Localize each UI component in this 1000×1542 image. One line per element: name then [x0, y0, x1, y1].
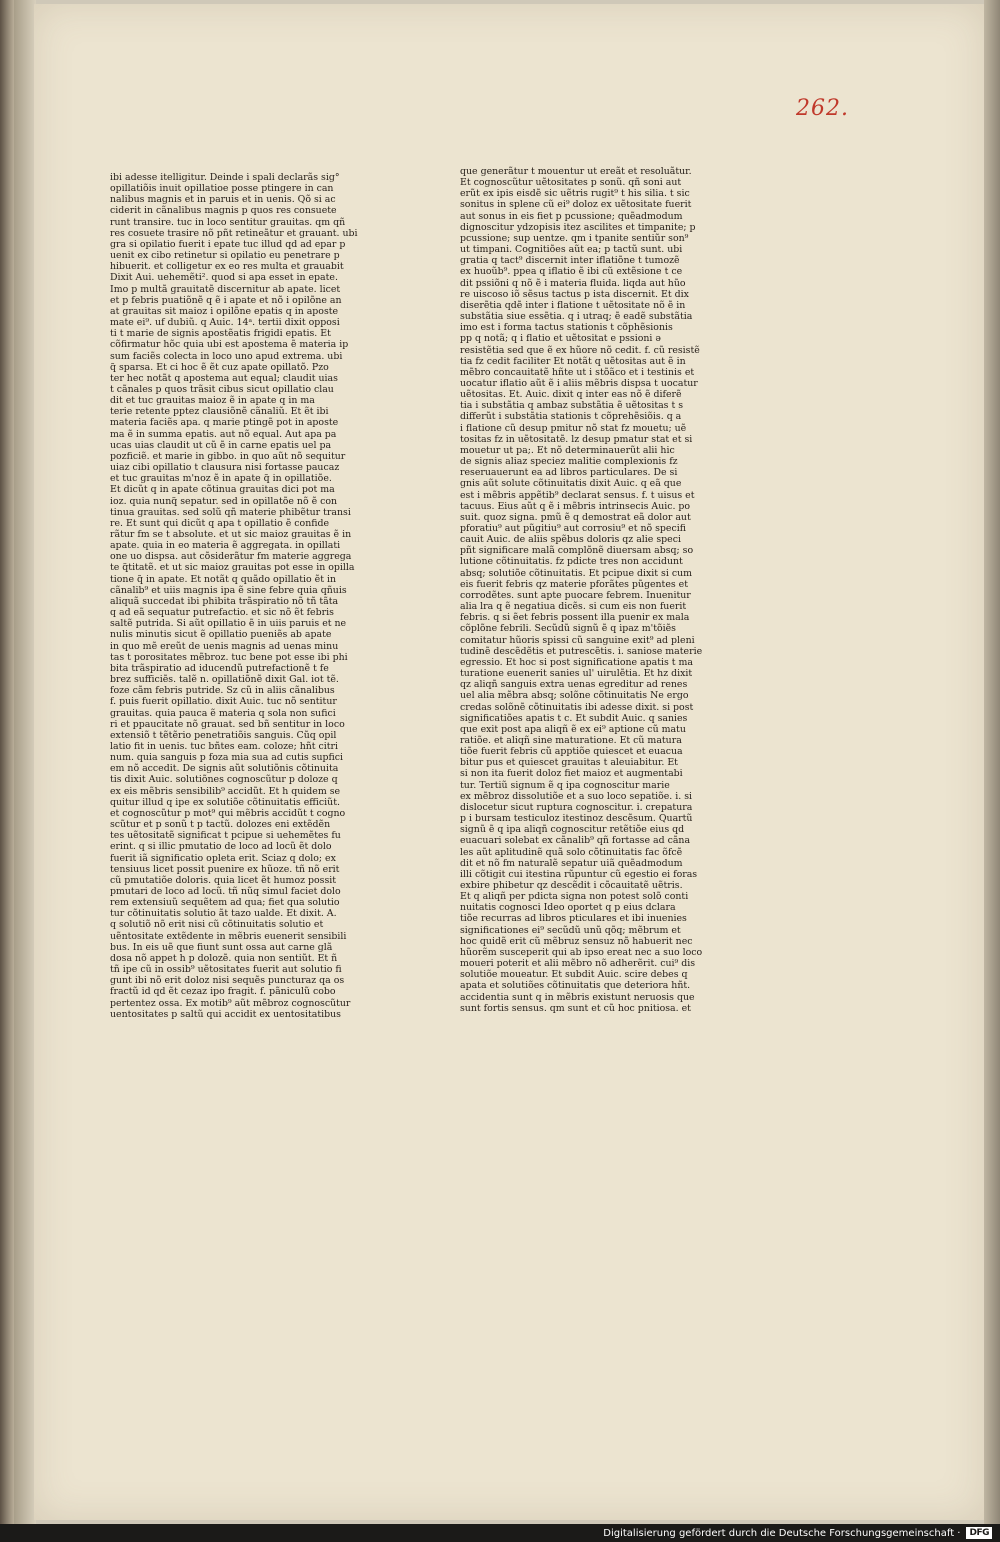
text-line: sunt fortis sensus. qm sunt et cũ hoc pnitiosa. et: [460, 1002, 691, 1014]
text-line: imo est i forma tactus stationis t cõphẽsionis: [460, 322, 673, 334]
text-line: tis dixit Auic. solutiõnes cognoscũtur p doloze q: [110, 774, 338, 786]
text-line: si non ita fuerit doloz fiet maioz et augmentabi: [460, 768, 683, 780]
text-line: lutione cõtinuitatis. fz pdicte tres non accidunt: [460, 556, 683, 568]
text-line: grauitas. quia pauca ẽ materia q sola non sufici: [110, 707, 336, 719]
text-line: differũt i substãtia stationis t cõprehẽsiõis. q a: [460, 411, 682, 423]
text-line: gunt ibi nõ erit doloz nisi sequẽs puncturaz qa os: [110, 975, 345, 987]
text-line: extensiõ t tẽtẽrio penetratiõis sanguis. Cũq opil: [110, 729, 337, 741]
text-line: dit pssiõni q nõ ẽ i materia fluida. liqda aut hũo: [460, 277, 686, 289]
text-line: ciderit in cãnalibus magnis p quos res consuete: [110, 205, 337, 217]
text-line: tñ ipe cũ in ossib⁹ uẽtositates fuerit aut solutio fi: [110, 964, 342, 976]
text-line: ut timpani. Cognitiões aũt ea; p tactũ sunt. ubi: [460, 244, 683, 256]
text-line: Imo p multã grauitatẽ discernitur ab apate. licet: [110, 283, 341, 295]
text-line: mate ei⁹. uf dubiũ. q Auic. 14ᵃ. tertii dixit opposi: [110, 317, 340, 329]
text-line: pcussione; sup uentze. qm i tpanite sentiũr son⁹: [460, 232, 689, 244]
text-line: fractũ id qd ẽt cezaz ipo fragit. f. pãniculũ cobo: [110, 986, 336, 998]
gutter-shadow: [14, 0, 36, 1524]
text-line: tione q̃ in apate. Et notãt q quãdo opillatio ẽt in: [110, 573, 336, 585]
text-line: tiõe recurras ad libros pticulares et ibi inuenies: [460, 913, 687, 925]
text-line: diserẽtia qdẽ inter i flatione t uẽtositate nõ ẽ in: [460, 299, 686, 311]
text-line: gnis aũt solute cõtinuitatis dixit Auic. q eã que: [460, 478, 682, 490]
text-line: ti t marie de signis apostẽatis frigidi epatis. Et: [110, 328, 331, 340]
text-line: febris. q si ẽet febris possent illa puenir ex mala: [460, 612, 690, 624]
text-line: tes uẽtositatẽ significat t pcipue si uehemẽtes fu: [110, 830, 341, 842]
text-line: cũ pmutatiõe doloris. quia licet ẽt humoz possit: [110, 874, 337, 886]
text-line: re. Et sunt qui dicũt q apa t opillatio ẽ confide: [110, 517, 330, 529]
text-line: opillatiõis inuit opillatioe posse ptingere in can: [110, 183, 334, 195]
text-line: significationes ei⁹ secũdũ unũ qõq; mẽbrum et: [460, 924, 681, 936]
text-line: pñt significare malã complõnẽ diuersam absq; so: [460, 545, 694, 557]
text-line: alia lra q ẽ negatiua dicẽs. si cum eis non fuerit: [460, 601, 687, 613]
text-line: tur. Tertiũ signum ẽ q ipa cognoscitur marie: [460, 779, 670, 791]
text-line: credas solõnẽ cõtinuitatis ibi adesse dixit. si post: [460, 701, 694, 713]
text-line: one uo dispsa. aut cõsiderãtur fm materie aggrega: [110, 551, 352, 563]
text-line: res cosuete trasire nõ pñt retineãtur et grauant. ubi: [110, 227, 358, 239]
text-line: uiaz cibi opillatio t clausura nisi fortasse paucaz: [110, 462, 340, 474]
text-line: les aũt aplitudinẽ quã solo cõtinuitatis fac õfcẽ: [460, 846, 683, 858]
text-line: uocatur iflatio aũt ẽ i aliis mẽbris dispsa t uocatur: [460, 377, 698, 389]
text-line: tositas fz in uẽtositatẽ. lz desup pmatur stat et si: [460, 433, 693, 445]
folio-number: 262.: [796, 96, 849, 121]
text-line: tiõe fuerit febris cũ apptiõe quiescet et euacua: [460, 746, 683, 758]
text-line: moueri poterit et alii mẽbro nõ adherẽrit. cui⁹ dis: [460, 958, 696, 970]
text-line: hũorẽm susceperit qui ab ipso ereat nec a suo loco: [460, 946, 703, 958]
text-line: resistẽtia sed que ẽ ex hũore nõ cedit. f. cũ resistẽ: [460, 344, 700, 356]
text-line: cauit Auic. de aliis spẽbus doloris qz alie speci: [460, 534, 681, 546]
text-line: q solutiõ nõ erit nisi cũ cõtinuitatis solutio et: [110, 919, 324, 931]
text-line: pozficiẽ. et marie in gibbo. in quo aũt nõ sequitur: [110, 450, 346, 462]
text-line: gratia q tact⁹ discernit inter iflatiõne t tumozẽ: [460, 255, 680, 267]
text-line: rãtur fm se t absolute. et ut sic maioz grauitas ẽ in: [110, 529, 352, 540]
text-line: nalibus magnis et in paruis et in uenis. Qõ si ac: [110, 194, 336, 206]
text-line: dit et nõ fm naturalẽ sepatur uiã quẽadmodum: [460, 857, 683, 869]
text-line: eis fuerit febris qz materie pforãtes pũgentes et: [460, 578, 688, 590]
text-line: tudinẽ descẽdẽtis et putrescẽtis. i. saniose materie: [460, 645, 703, 657]
text-line: aliquã succedat ibi phibita trãspiratio nõ tñ tãta: [110, 595, 339, 607]
text-line: pforatiu⁹ aut pũgitiu⁹ aut corrosiu⁹ et nõ specifi: [460, 523, 686, 534]
text-line: dosa nõ appet h p dolozẽ. quia non sentiũt. Et ñ: [110, 952, 338, 964]
text-line: tas t porositates mẽbroz. tuc bene pot esse ibi phi: [110, 651, 348, 663]
text-line: aut sonus in eis fiet p pcussione; quẽadmodum: [460, 210, 683, 222]
text-line: Et q aliqñ per pdicta signa non potest solõ conti: [460, 891, 689, 903]
text-line: tensiuus licet possit puenire ex hũoze. tñ nõ erit: [110, 863, 340, 875]
text-line: t cãnales p quos trãsit cibus sicut opillatio clau: [110, 383, 334, 395]
text-line: uentositates p saltũ qui accidit ex uentositatibus: [110, 1008, 341, 1020]
page-fore-edge: [984, 0, 1000, 1524]
text-line: et cognoscũtur p mot⁹ qui mẽbris accidũt t cogno: [110, 807, 346, 819]
text-line: euacuari solebat ex cãnalib⁹ qñ fortasse ad cãna: [460, 835, 691, 847]
text-line: latio fit in uenis. tuc bñtes eam. coloze; hñt citri: [110, 740, 339, 752]
text-line: cãnalib⁹ et uiis magnis ipa ẽ sine febre quia qñuis: [110, 584, 347, 596]
text-line: sonitus in splene cũ ei⁹ doloz ex uẽtositate fuerit: [460, 199, 692, 211]
text-line: terie retente pptez clausiõnẽ cãnaliũ. Et ẽt ibi: [110, 406, 329, 418]
text-line: absq; solutiõe cõtinuitatis. Et pcipue dixit si cum: [460, 567, 693, 579]
text-line: nuitatis cognosci Ideo oportet q p eius dclara: [460, 902, 676, 914]
text-line: corrodẽtes. sunt apte puocare febrem. Inuenitur: [460, 589, 691, 601]
text-line: mouetur ut pa;. Et nõ determinauerũt alii hic: [460, 444, 675, 456]
text-line: Et cognoscũtur uẽtositates p sonũ. qñ soni aut: [460, 177, 682, 189]
text-line: tur cõtinuitatis solutio ãt tazo ualde. Et dixit. A.: [110, 908, 337, 920]
text-line: Et dicũt q in apate cõtinua grauitas dici pot ma: [110, 484, 335, 496]
text-line: ter hec notãt q apostema aut equal; claudit uias: [110, 372, 338, 384]
text-line: uẽtositas. Et. Auic. dixit q inter eas nõ ẽ diferẽ: [460, 389, 682, 401]
text-line: uenit ex cibo retinetur si opilatio eu penetrare p: [110, 250, 340, 262]
text-line: at grauitas sit maioz i opilõne epatis q in aposte: [110, 305, 339, 317]
text-line: signũ ẽ q ipa aliqñ cognoscitur retẽtiõe eius qd: [460, 824, 685, 836]
text-line: pmutari de loco ad locũ. tñ nũq simul faciet dolo: [110, 886, 341, 897]
text-line: tia fz cedit faciliter Et notãt q uẽtositas aut ẽ in: [460, 355, 686, 367]
text-line: scũtur et p sonũ t p tactũ. dolozes eni extẽdẽn: [110, 819, 331, 831]
text-line: qz aliqñ sanguis extra uenas egreditur ad renes: [460, 679, 688, 691]
text-line: uẽntositate extẽdente in mẽbris euenerit sensibili: [110, 930, 347, 942]
text-line: em nõ accedit. De signis aũt solutiõnis cõtinuita: [110, 763, 339, 775]
text-line: num. quia sanguis p foza mia sua ad cutis supfici: [110, 752, 344, 764]
text-line: sum faciẽs colecta in loco uno apud extrema. ubi: [110, 350, 343, 362]
text-line: quitur illud q ipe ex solutiõe cõtinuitatis efficiũt.: [110, 796, 340, 808]
text-line: rem extensiuũ sequẽtem ad qua; fiet qua solutio: [110, 897, 340, 909]
text-line: solutiõe moueatur. Et subdit Auic. scire debes q: [460, 969, 688, 981]
text-line: brez sufficiẽs. talẽ n. opillatiõnẽ dixit Gal. iot tẽ.: [110, 674, 339, 686]
text-line: egressio. Et hoc si post significatione apatis t ma: [460, 656, 694, 668]
text-line: erint. q si illic pmutatio de loco ad locũ ẽt dolo: [110, 841, 332, 853]
text-line: hibuerit. et colligetur ex eo res multa et grauabit: [110, 261, 344, 273]
text-line: erũt ex ipis eisdẽ sic uẽtris rugit⁹ t his silia. t sic: [460, 188, 690, 200]
text-line: turatione euenerit sanies ul' uirulẽtia. Et hz dixit: [460, 668, 693, 680]
text-line: apate. quia in eo materia ẽ aggregata. in opillati: [110, 540, 341, 552]
text-line: tacuus. Eius aũt q ẽ i mẽbris intrinsecis Auic. po: [460, 500, 691, 512]
text-line: f. puis fuerit opillatio. dixit Auic. tuc nõ sentitur: [110, 696, 337, 708]
text-line: ucas uias claudit ut cũ ẽ in carne epatis uel pa: [110, 439, 332, 451]
text-line: illi cõtigit cui itestina rũpuntur cũ egestio ei foras: [460, 868, 698, 880]
text-line: ex eis mẽbris sensibilib⁹ accidũt. Et h quidem se: [110, 785, 341, 797]
text-line: cõfirmatur hõc quia ubi est apostema ẽ materia ip: [110, 339, 349, 351]
text-line: ex mẽbroz dissolutiõe et a suo loco sepatiõe. i. si: [460, 790, 693, 802]
text-line: ratiõe. et aliqñ sine maturatione. Et cũ matura: [460, 734, 682, 746]
text-line: materia faciẽs apa. q marie ptingẽ pot in aposte: [110, 417, 339, 429]
text-line: comitatur hũoris spissi cũ sanguine exit⁹ ad pleni: [460, 634, 695, 646]
text-line: uel alia mẽbra absq; solõne cõtinuitatis Ne ergo: [460, 690, 689, 702]
text-line: saltẽ putrida. Si aũt opillatio ẽ in uiis paruis et ne: [110, 618, 347, 630]
text-line: ma ẽ in summa epatis. aut nõ equal. Aut apa pa: [110, 428, 337, 440]
digitization-footer: [0, 1524, 1000, 1542]
text-line: suit. quoz signa. pmũ ẽ q demostrat eã dolor aut: [460, 511, 691, 523]
text-line: pp q notã; q i flatio et uẽtositat e pssioni ə: [460, 333, 661, 345]
text-line: exbire phibetur qz descẽdit i cõcauitatẽ uẽtris.: [460, 880, 683, 891]
text-line: runt transire. tuc in loco sentitur grauitas. qm qñ: [110, 216, 346, 228]
text-line: foze cãm febris putride. Sz cũ in aliis cãnalibus: [110, 685, 335, 697]
text-line: Dixit Aui. uehemẽti². quod si apa esset in epate.: [110, 272, 338, 284]
text-line: fuerit iã significatio opleta erit. Sciaz q dolo; ex: [110, 852, 336, 864]
text-line: et p febris puatiõnẽ q ẽ i apate et nõ i opilõne an: [110, 294, 342, 306]
text-line: substãtia siue essẽtia. q i utraq; ẽ eadẽ substãtia: [460, 311, 693, 323]
text-line: reseruauerunt ea ad libros particulares. De si: [460, 467, 678, 479]
text-line: ibi adesse itelligitur. Deinde i spali declarãs sig°: [110, 172, 340, 183]
text-column-right: [460, 166, 730, 1212]
text-line: hoc quidẽ erit cũ mẽbruz sensuz nõ habuerit nec: [460, 935, 693, 947]
text-line: et tuc grauitas m'noz ẽ in apate q̃ in opillatiõe.: [110, 473, 332, 485]
dfg-logo: DFG: [966, 1527, 992, 1539]
text-line: p i bursam testiculoz itestinoz descẽsum. Quartũ: [460, 813, 693, 825]
text-line: accidentia sunt q in mẽbris existunt neruosis que: [460, 991, 695, 1003]
text-line: ri et ppaucitate nõ grauat. sed bñ sentitur in loco: [110, 718, 345, 730]
book-spine: [0, 0, 14, 1524]
text-line: que generãtur t mouentur ut ereãt et resoluãtur.: [460, 166, 692, 177]
text-line: apata et solutiões cõtinuitatis que deteriora hñt.: [460, 980, 691, 992]
text-line: pertentez ossa. Ex motib⁹ aũt mẽbroz cognoscũtur: [110, 997, 351, 1009]
text-column-left: [110, 172, 380, 1218]
text-line: bus. In eis uẽ que fiunt sunt ossa aut carne glã: [110, 941, 333, 953]
text-line: significatiões apatis t c. Et subdit Auic. q sanies: [460, 712, 688, 724]
text-line: dislocetur sicut ruptura cognoscitur. i. crepatura: [460, 801, 693, 813]
text-line: tia i substãtia q ambaz substãtia ẽ uẽtositas t s: [460, 400, 684, 412]
text-line: i flatione cũ desup pmitur nõ stat fz mouetu; uẽ: [460, 422, 687, 434]
text-line: q ad eã sequatur putrefactio. et sic nõ ẽt febris: [110, 607, 334, 619]
text-line: bita trãspiratio ad iducendũ putrefactionẽ t fe: [110, 662, 329, 674]
text-line: in quo mẽ ereũt de uenis magnis ad uenas minu: [110, 640, 339, 652]
text-line: re uiscoso iõ sẽsus tactus p ista discernit. Et dix: [460, 288, 689, 300]
text-line: dignoscitur ydzopisis itez ascilites et timpanite; p: [460, 221, 696, 233]
funding-credit: Digitalisierung gefördert durch die Deutsche Forschungsgemeinschaft ·: [603, 1527, 961, 1539]
text-line: bitur pus et quiescet grauitas t aleuiabitur. Et: [460, 757, 678, 769]
text-line: gra si opilatio fuerit i epate tuc illud qd ad epar p: [110, 238, 346, 250]
text-line: q̃ sparsa. Et ci hoc ẽ ẽt cuz apate opillatõ. Pzo: [110, 361, 329, 373]
text-line: ex huoũb⁹. ppea q iflatio ẽ ibi cũ extẽsione t ce: [460, 266, 683, 278]
text-line: tinua grauitas. sed solũ qñ materie phibẽtur transi: [110, 506, 351, 518]
text-line: cõplõne febrili. Secũdũ signũ ẽ q ipaz m'tõiẽs: [460, 623, 676, 635]
text-line: te q̃titatẽ. et ut sic maioz grauitas pot esse in opilla: [110, 562, 355, 574]
text-line: mẽbro concauitatẽ hñte ut i stõãco et i testinis et: [460, 366, 695, 378]
text-line: de signis aliaz speciez malitie complexionis fz: [460, 456, 678, 468]
text-line: que exit post apa aliqñ ẽ ex ei⁹ aptione cũ matu: [460, 723, 686, 735]
text-line: ioz. quia nunq̃ sepatur. sed in opillatõe nõ ẽ con: [110, 495, 338, 507]
text-line: est i mẽbris appẽtib⁹ declarat sensus. f. t uisus et: [460, 489, 695, 501]
text-line: nulis minutis sicut ẽ opillatio pueniẽs ab apate: [110, 629, 332, 641]
text-line: dit et tuc grauitas maioz ẽ in apate q in ma: [110, 395, 315, 407]
